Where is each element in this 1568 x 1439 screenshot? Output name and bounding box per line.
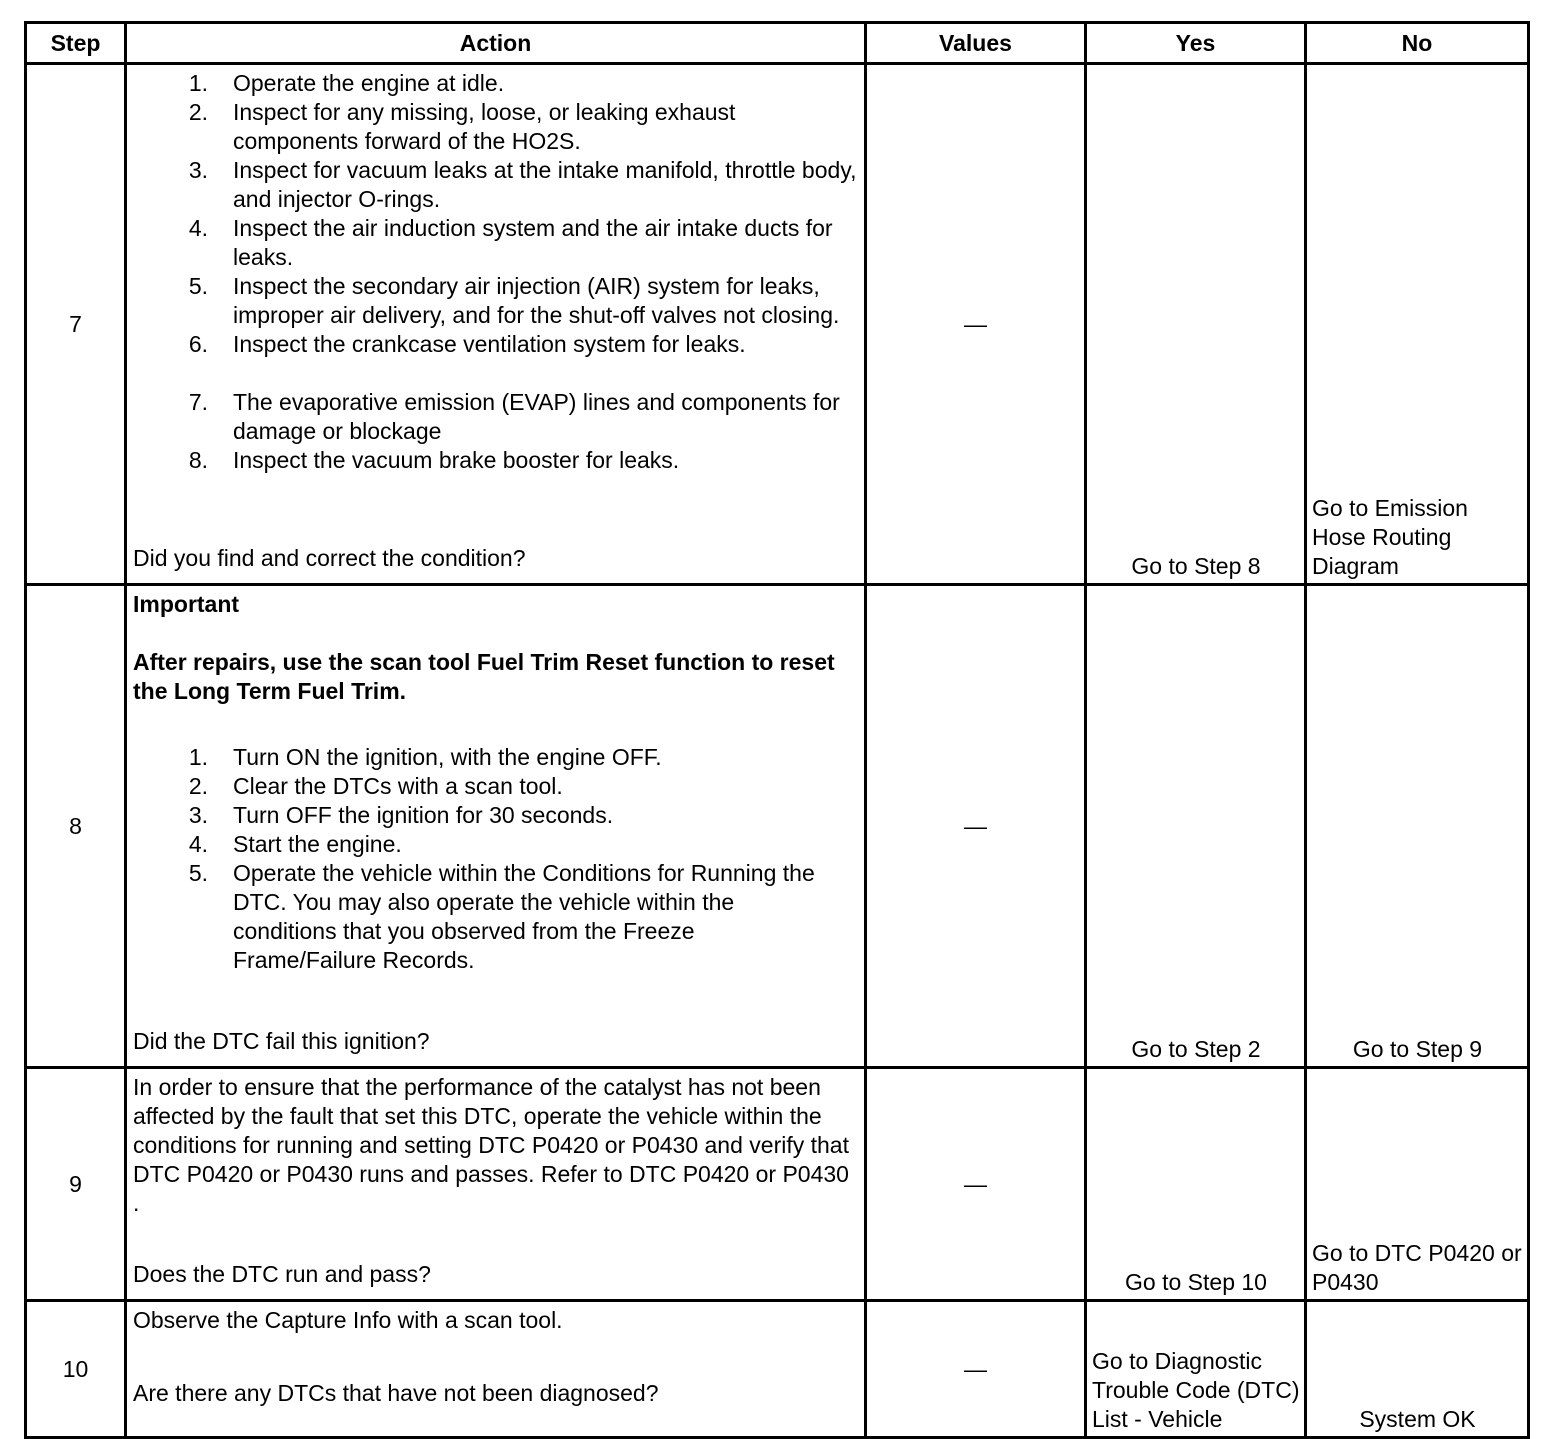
question-text: Did you find and correct the condition? [133, 545, 526, 571]
list-item: 1. Turn ON the ignition, with the engine OFF. [188, 744, 662, 770]
header-row [26, 23, 1529, 64]
list-item: 1. Operate the engine at idle. [188, 70, 505, 96]
action-cell [126, 585, 866, 1068]
action-cell [126, 1301, 866, 1438]
header-values: Values [866, 23, 1086, 64]
list-item: 2. Inspect for any missing, loose, or leaking exhaust components forward of the HO2S. [188, 99, 736, 154]
yes-link[interactable]: Go to Step 10 [1086, 1068, 1306, 1301]
no-link[interactable]: Go to Step 9 [1306, 585, 1529, 1068]
list-item: 7. The evaporative emission (EVAP) lines and components for damage or blockage [188, 389, 840, 444]
step-row-7 [26, 64, 1529, 585]
step-row-9 [26, 1068, 1529, 1301]
list-item: 4. Inspect the air induction system and the air intake ducts for leaks. [188, 215, 833, 270]
instruction-text: Observe the Capture Info with a scan tool. [133, 1307, 563, 1333]
header-no: No [1306, 23, 1529, 64]
procedure-list [133, 743, 858, 975]
diagnostic-table [24, 21, 1530, 1439]
no-link[interactable]: Go to DTC P0420 or P0430 [1306, 1068, 1529, 1301]
list-item: 8. Inspect the vacuum brake booster for leaks. [188, 447, 680, 473]
list-item: 4. Start the engine. [188, 831, 402, 857]
values-cell: — [866, 585, 1086, 1068]
step-row-10 [26, 1301, 1529, 1438]
header-step: Step [26, 23, 126, 64]
list-item: 6. Inspect the crankcase ventilation system for leaks. [188, 331, 746, 357]
question-text: Did the DTC fail this ignition? [133, 1028, 430, 1054]
list-item: 3. Turn OFF the ignition for 30 seconds. [188, 802, 614, 828]
yes-link[interactable]: Go to Diagnostic Trouble Code (DTC) List - Vehicle [1086, 1301, 1306, 1438]
list-item: 5. Inspect the secondary air injection (AIR) system for leaks, improper air delivery, and for the shut-off valves not closing. [188, 273, 840, 328]
step-number: 9 [26, 1068, 126, 1301]
spacer [133, 359, 858, 388]
step-number: 8 [26, 585, 126, 1068]
header-action: Action [126, 23, 866, 64]
no-link[interactable]: Go to Emission Hose Routing Diagram [1306, 64, 1529, 585]
values-cell: — [866, 64, 1086, 585]
values-cell: — [866, 1068, 1086, 1301]
no-link[interactable]: System OK [1306, 1301, 1529, 1438]
action-cell [126, 1068, 866, 1301]
yes-link[interactable]: Go to Step 8 [1086, 64, 1306, 585]
step-row-8 [26, 585, 1529, 1068]
header-yes: Yes [1086, 23, 1306, 64]
step-number: 10 [26, 1301, 126, 1438]
list-item: 2. Clear the DTCs with a scan tool. [188, 773, 563, 799]
question-text: Are there any DTCs that have not been diagnosed? [133, 1380, 659, 1406]
instruction-text: In order to ensure that the performance of the catalyst has not been affected by the fault that set this DTC, operate the vehicle within the conditions for running and setting DTC P0420 or P0430 and verify that DTC P0420 or P0430 runs and passes. Refer to DTC P0420 or P0430 . [133, 1074, 849, 1216]
list-item: 3. Inspect for vacuum leaks at the intake manifold, throttle body, and injector O-rings. [188, 157, 857, 212]
procedure-list [133, 69, 858, 475]
question-text: Does the DTC run and pass? [133, 1261, 431, 1287]
important-text: After repairs, use the scan tool Fuel Trim Reset function to reset the Long Term Fuel Trim. [133, 649, 835, 704]
important-title: Important [133, 591, 240, 617]
values-cell: — [866, 1301, 1086, 1438]
yes-link[interactable]: Go to Step 2 [1086, 585, 1306, 1068]
step-number: 7 [26, 64, 126, 585]
list-item: 5. Operate the vehicle within the Conditions for Running the DTC. You may also operate the vehicle within the conditions that you observed from the Freeze Frame/Failure Records. [188, 860, 815, 973]
action-cell [126, 64, 866, 585]
